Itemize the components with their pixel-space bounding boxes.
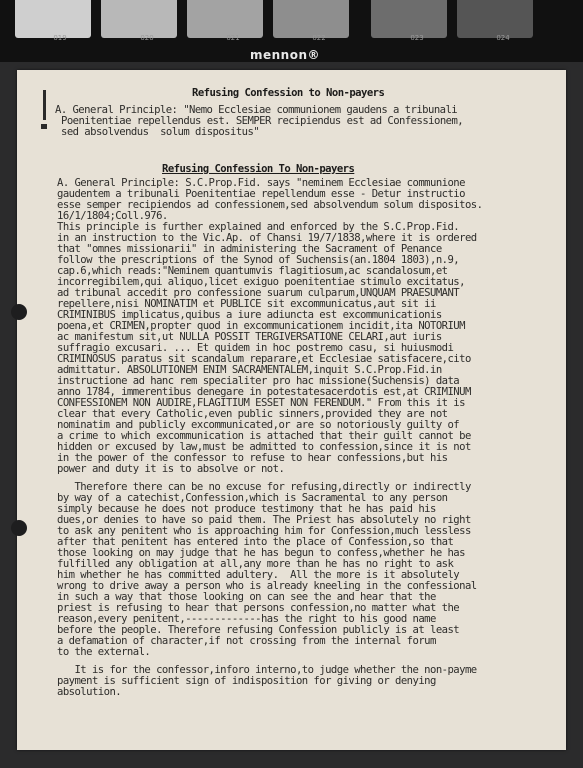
document-title: Refusing Confession to Non-payers	[192, 87, 385, 99]
text-line: to ask any penitent who is approaching him for Confession,much lessless	[57, 525, 471, 537]
gray-swatch	[457, 0, 533, 38]
text-line: This principle is further explained and enforced by the S.C.Prop.Fid.	[57, 221, 460, 233]
punch-hole	[11, 304, 27, 320]
brand-logo: mennon®	[250, 48, 321, 62]
text-line: anno 1784, immerentibus denegare in potestatesacerdotis est,at CRIMINUM	[57, 386, 471, 398]
text-line: absolution.	[57, 686, 122, 698]
text-line: A. General Principle: S.C.Prop.Fid. says "neminem Ecclesiae communione	[57, 177, 465, 189]
swatch-number: 023	[410, 34, 424, 42]
text-line: 16/1/1804;Coll.976.	[57, 210, 168, 222]
text-line: repellere,nisi NOMINATIM et PUBLICE sit excommunicatus,aut sit ii	[57, 298, 436, 310]
text-line: sed absolvendus solum dispositus"	[61, 126, 260, 138]
swatch-number: 019	[53, 34, 67, 42]
text-line: A. General Principle: "Nemo Ecclesiae communionem gaudens a tribunali	[55, 104, 458, 116]
text-line: ac manifestum sit,ut NULLA POSSIT TERGIVERSATIONE CELARI,aut iuris	[57, 331, 442, 343]
gray-swatch	[273, 0, 349, 38]
swatch-number: 021	[226, 34, 240, 42]
text-line: those looking on may judge that he has begun to confess,whether he has	[57, 547, 465, 559]
text-line: priest is refusing to hear that persons confession,no matter what the	[57, 602, 460, 614]
document-page	[17, 70, 566, 750]
gray-swatch	[101, 0, 177, 38]
text-line: ad tribunal accedit pro confessione suarum culparum,UNQUAM PRAESUMANT	[57, 287, 460, 299]
text-line: fulfilled any obligation at all,any more than he has no right to ask	[57, 558, 454, 570]
ink-mark	[43, 90, 46, 120]
text-line: poena,et CRIMEN,propter quod in excommunicationem incidit,ita NOTORIUM	[57, 320, 465, 332]
text-line: instructione ad hanc rem specialiter pro hac missione(Suchensis) data	[57, 375, 460, 387]
text-line: follow the prescriptions of the Synod of Suchensis(an.1804 1803),n.9,	[57, 254, 460, 266]
text-line: power and duty it is to absolve or not.	[57, 463, 285, 475]
text-line: cap.6,which reads:"Neminem quantumvis flagitiosum,ac scandalosum,et	[57, 265, 448, 277]
text-line: suffragio excusari. ... Et quidem in hoc postremo casu, si huiusmodi	[57, 342, 454, 354]
gray-swatch	[187, 0, 263, 38]
text-line: It is for the confessor,inforo interno,to judge whether the non-payme	[57, 664, 477, 676]
text-line: simply because he does not produce testimony that he has paid his	[57, 503, 436, 515]
text-line: by way of a catechist,Confession,which is Sacramental to any person	[57, 492, 448, 504]
text-line: nominatim and publicly excommunicated,or are so notoriously guilty of	[57, 419, 460, 431]
text-line: in an instruction to the Vic.Ap. of Chansi 19/7/1838,where it is ordered	[57, 232, 477, 244]
text-line: dues,or denies to have so paid them. The Priest has absolutely no right	[57, 514, 471, 526]
text-line: wrong to drive away a person who is already kneeling in the confessional	[57, 580, 477, 592]
ink-mark	[41, 124, 47, 129]
text-line: in the power of the confessor to refuse to hear confessions,but his	[57, 452, 448, 464]
text-line: admittatur. ABSOLUTIONEM ENIM SACRAMENTALEM,inquit S.C.Prop.Fid.in	[57, 364, 442, 376]
text-line: payment is sufficient sign of indisposition for giving or denying	[57, 675, 436, 687]
text-line: CRIMINIBUS implicatus,quibus a iure adiuncta est excommunicationis	[57, 309, 442, 321]
swatch-number: 020	[140, 34, 154, 42]
color-checker-strip	[0, 0, 583, 62]
gray-swatch	[371, 0, 447, 38]
section-heading: Refusing Confession To Non-payers	[162, 163, 355, 175]
text-line: incorregibilem,qui aliquo,licet exiguo poenitentiae stimulo excitatus,	[57, 276, 465, 288]
text-line: reason,every penitent,-------------has the right to his good name	[57, 613, 436, 625]
text-line: CRIMINOSUS paratus sit scandalum reparare,et Ecclesiae satisfacere,cito	[57, 353, 471, 365]
text-line: gaudentem a tribunali Poenitentiae repellendum esse - Detur instructio	[57, 188, 465, 200]
text-line: before the people. Therefore refusing Confession publicly is at least	[57, 624, 460, 636]
text-line: Poenitentiae repellendus est. SEMPER recipiendus est ad Confessionem,	[61, 115, 464, 127]
text-line: that "omnes missionarii" in administering the Sacrament of Penance	[57, 243, 442, 255]
text-line: in such a way that those looking on can see the and hear that the	[57, 591, 436, 603]
text-line: after that penitent has entered into the place of Confession,so that	[57, 536, 454, 548]
text-line: him whether he has committed adultery. All the more is it absolutely	[57, 569, 460, 581]
punch-hole	[11, 520, 27, 536]
text-line: a defamation of character,if not crossing from the internal forum	[57, 635, 436, 647]
swatch-number: 024	[496, 34, 510, 42]
text-line: CONFESSIONEM NON AUDIRE,FLAGITIUM ESSET NON FERENDUM." From this it is	[57, 397, 465, 409]
text-line: Therefore there can be no excuse for refusing,directly or indirectly	[57, 481, 471, 493]
gray-swatch	[15, 0, 91, 38]
text-line: to the external.	[57, 646, 151, 658]
text-line: esse semper recipiendos ad confessionem,sed absolvendum solum dispositos.	[57, 199, 483, 211]
text-line: a crime to which excommunication is attached that their guilt cannot be	[57, 430, 471, 442]
swatch-number: 022	[312, 34, 326, 42]
text-line: hidden or excused by law,must be admitted to confession,since it is not	[57, 441, 471, 453]
text-line: clear that every Catholic,even public sinners,provided they are not	[57, 408, 448, 420]
